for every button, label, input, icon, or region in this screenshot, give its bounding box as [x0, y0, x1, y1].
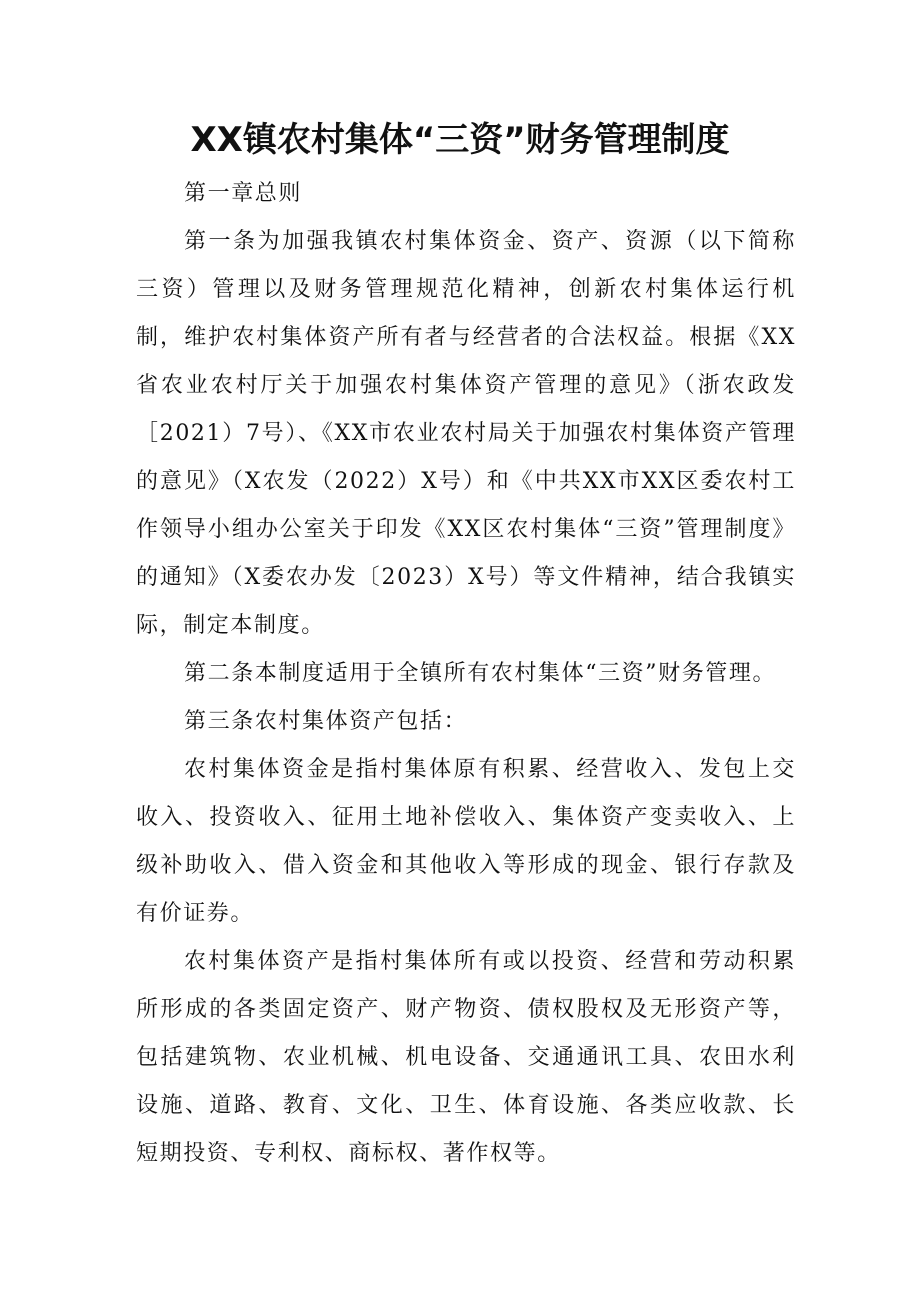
paragraph-collective-funds: 农村集体资金是指村集体原有积累、经营收入、发包上交收入、投资收入、征用土地补偿收入、集体资产变卖收入、上级补助收入、借入资金和其他收入等形成的现金、银行存款及有价证券。 — [136, 757, 796, 926]
paragraph-collective-assets: 农村集体资产是指村集体所有或以投资、经营和劳动积累所形成的各类固定资产、财产物资、债权股权及无形资产等，包括建筑物、农业机械、机电设备、交通通讯工具、农田水利设施、道路、教育、文化、卫生、体育设施、各类应收款、长短期投资、专利权、商标权、著作权等。 — [136, 949, 796, 1166]
document-title: XX镇农村集体“三资”财务管理制度 — [190, 120, 730, 160]
chapter-heading: 第一章总则 — [184, 181, 303, 206]
paragraph-article-3: 第三条农村集体资产包括： — [184, 709, 468, 734]
paragraph-article-2: 第二条本制度适用于全镇所有农村集体“三资”财务管理。 — [184, 661, 777, 686]
paragraph-article-1: 第一条为加强我镇农村集体资金、资产、资源（以下简称三资）管理以及财务管理规范化精神，创新农村集体运行机制，维护农村集体资产所有者与经营者的合法权益。根据《XX省农业农村厅关于加强农村集体资产管理的意见》（浙农政发［2021）7号）、《XX市农业农村局关于加强农村集体资产管理的意见》（X农发（2022）X号）和《中共XX市XX区委农村工作领导小组办公室关于印发《XX区农村集体“三资”管理制度》的通知》（X委农办发〔2023）X号）等文件精神，结合我镇实际，制定本制度。 — [136, 229, 796, 638]
